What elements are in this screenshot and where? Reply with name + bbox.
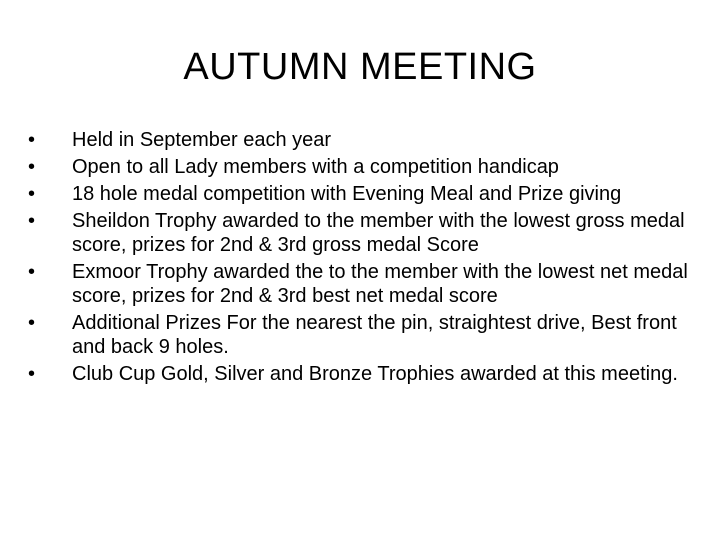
bullet-icon: • (28, 261, 36, 283)
bullet-icon: • (28, 156, 36, 178)
bullet-text: Additional Prizes For the nearest the pin, straightest drive, Best front and back 9 holes. (72, 312, 677, 358)
bullet-text: Club Cup Gold, Silver and Bronze Trophies awarded at this meeting. (72, 363, 678, 385)
bullet-icon: • (28, 312, 36, 334)
bullet-text: Held in September each year (72, 129, 332, 151)
bullet-list (28, 128, 698, 389)
bullet-item (28, 155, 698, 179)
bullet-item (28, 128, 698, 152)
bullet-icon: • (28, 129, 36, 151)
bullet-text: Open to all Lady members with a competition handicap (72, 156, 559, 178)
bullet-icon: • (28, 363, 36, 385)
bullet-item (28, 209, 698, 257)
bullet-item (28, 311, 698, 359)
bullet-icon: • (28, 210, 36, 232)
bullet-icon: • (28, 183, 36, 205)
bullet-text: Sheildon Trophy awarded to the member with the lowest gross medal score, prizes for 2nd & 3rd gross medal Score (72, 210, 685, 256)
bullet-item (28, 260, 698, 308)
bullet-text: 18 hole medal competition with Evening Meal and Prize giving (72, 183, 622, 205)
slide-title: AUTUMN MEETING (183, 46, 537, 88)
bullet-item (28, 182, 698, 206)
bullet-text: Exmoor Trophy awarded the to the member with the lowest net medal score, prizes for 2nd & 3rd best net medal score (72, 261, 688, 307)
bullet-item (28, 362, 698, 386)
